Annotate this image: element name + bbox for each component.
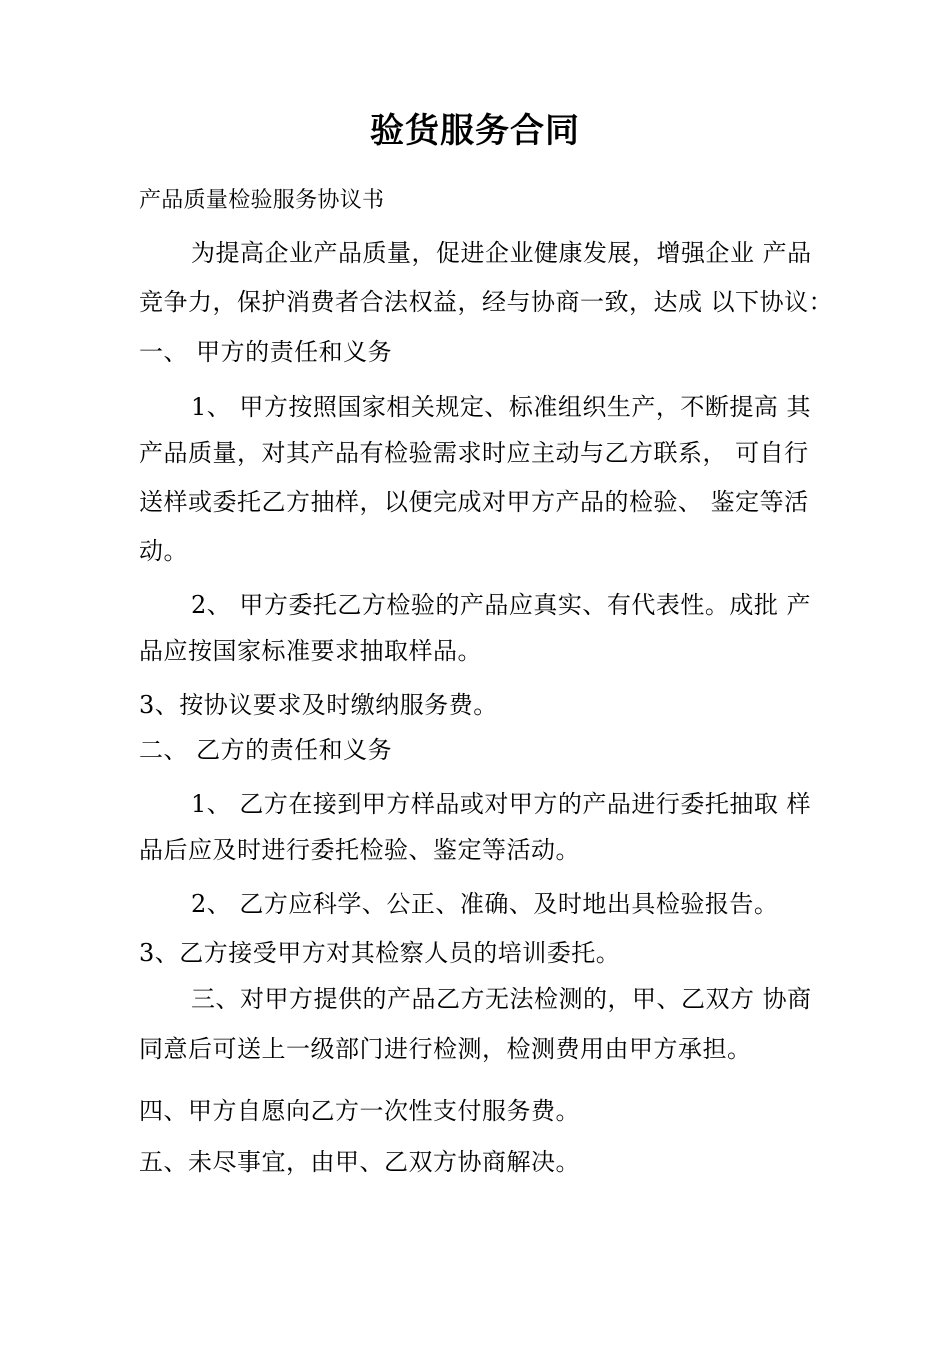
section-1-item-1-line-3: 送样或委托乙方抽样，以便完成对甲方产品的检验、 鉴定等活: [139, 488, 809, 516]
section-1-heading: 一、 甲方的责任和义务: [139, 338, 393, 366]
section-2-item-3: [139, 938, 620, 968]
section-1-item-2-line-2: 品应按国家标准要求抽取样品。: [139, 637, 482, 665]
section-2-heading: 二、 乙方的责任和义务: [139, 736, 393, 764]
section-1-item-2-line-1: [191, 590, 811, 620]
item-number: 3: [139, 939, 155, 967]
section-4: 四、甲方自愿向乙方一次性支付服务费。: [139, 1097, 580, 1125]
item-text: 、 乙方在接到甲方样品或对甲方的产品进行委托抽取 样: [206, 790, 812, 818]
document-subtitle: 产品质量检验服务协议书: [139, 188, 385, 213]
item-text: 、乙方接受甲方对其检察人员的培训委托。: [154, 939, 621, 967]
section-2-item-1-line-2: 品后应及时进行委托检验、鉴定等活动。: [139, 836, 580, 864]
item-number: 2: [191, 890, 207, 918]
preamble-line-1: 为提高企业产品质量，促进企业健康发展，增强企业 产品: [191, 239, 812, 267]
item-text: 、 甲方按照国家相关规定、标准组织生产，不断提高 其: [206, 393, 812, 421]
section-1-item-3: [139, 690, 498, 720]
section-2-item-2: [191, 889, 778, 919]
preamble-line-2: 竞争力，保护消费者合法权益，经与协商一致，达成 以下协议：: [139, 288, 834, 316]
document-title: 验货服务合同: [370, 111, 580, 151]
section-1-item-1-line-2: 产品质量，对其产品有检验需求时应主动与乙方联系， 可自行: [139, 439, 809, 467]
section-5: 五、未尽事宜，由甲、乙双方协商解决。: [139, 1148, 580, 1176]
section-3-line-2: 同意后可送上一级部门进行检测，检测费用由甲方承担。: [139, 1035, 752, 1063]
item-number: 3: [139, 691, 155, 719]
section-2-item-1-line-1: [191, 789, 811, 819]
section-3-line-1: 三、对甲方提供的产品乙方无法检测的，甲、乙双方 协商: [191, 985, 812, 1013]
item-text: 、 甲方委托乙方检验的产品应真实、有代表性。成批 产: [206, 591, 812, 619]
item-number: 1: [191, 790, 207, 818]
section-1-item-1-line-1: [191, 392, 811, 422]
item-text: 、按协议要求及时缴纳服务费。: [154, 691, 498, 719]
section-1-item-1-line-4: 动。: [139, 537, 188, 565]
item-number: 2: [191, 591, 207, 619]
item-number: 1: [191, 393, 207, 421]
item-text: 、 乙方应科学、公正、准确、及时地出具检验报告。: [206, 890, 779, 918]
